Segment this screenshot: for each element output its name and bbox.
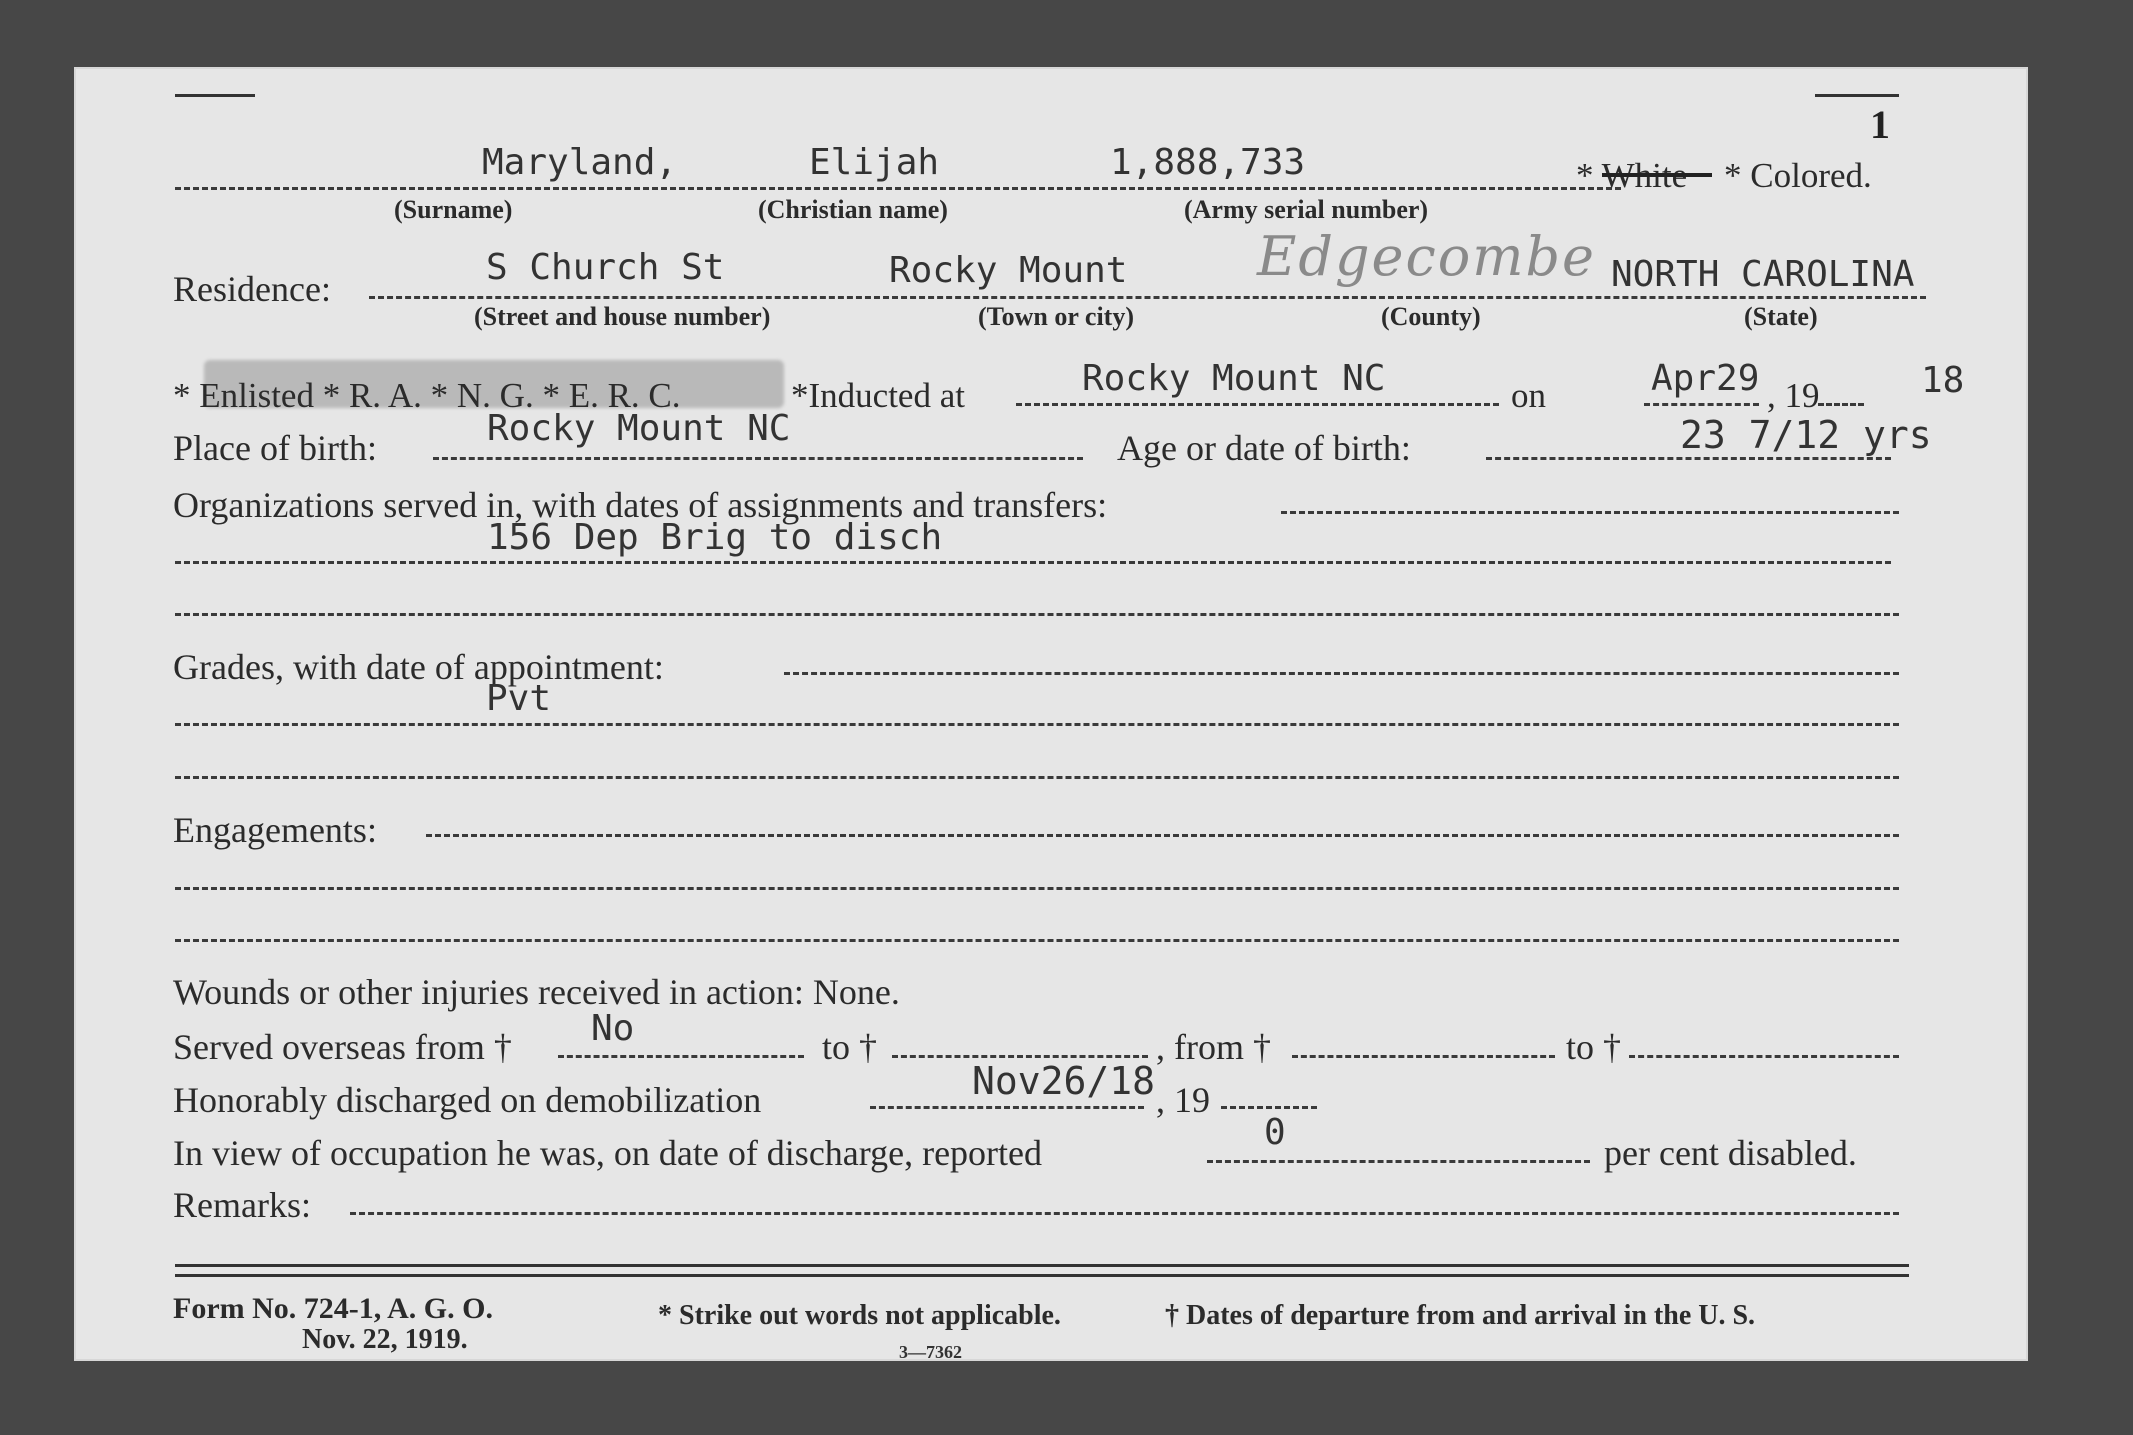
residence-label: Residence:: [173, 269, 331, 309]
street-value: S Church St: [486, 247, 725, 288]
race-white-label: * White: [1576, 156, 1688, 195]
engagements-line-2: [175, 887, 1899, 890]
overseas-from-line: [558, 1055, 804, 1058]
overseas-to-label: to †: [822, 1027, 878, 1067]
overseas-from-value: No: [591, 1008, 635, 1049]
card-number: 1: [1870, 102, 1890, 147]
place-of-birth-line: [433, 457, 1083, 460]
corner-rule-right: [1815, 94, 1899, 97]
organizations-line-1: [1281, 511, 1899, 514]
dates-note: † Dates of departure from and arrival in the U. S.: [1165, 1300, 1756, 1331]
age-label: Age or date of birth:: [1117, 428, 1411, 468]
race-colored-label: * Colored.: [1724, 156, 1872, 195]
overseas-from-label: Served overseas from †: [173, 1027, 512, 1067]
state-value: NORTH CAROLINA: [1611, 254, 1915, 295]
overseas-from2-label: , from †: [1156, 1027, 1271, 1067]
bottom-rule-2: [175, 1274, 1909, 1277]
place-of-birth-value: Rocky Mount NC: [487, 408, 791, 449]
surname-value: Maryland,: [482, 142, 678, 183]
age-value: 23 7/12 yrs: [1680, 413, 1932, 457]
organizations-line-3: [175, 613, 1899, 616]
christian-name-value: Elijah: [809, 142, 940, 183]
inducted-at-label: *Inducted at: [791, 376, 965, 415]
overseas-to2-label: to †: [1566, 1027, 1622, 1067]
engagements-label: Engagements:: [173, 810, 377, 850]
race-white-strike: [1602, 173, 1712, 177]
per-cent-disabled-label: per cent disabled.: [1604, 1133, 1857, 1173]
residence-line: [369, 296, 1926, 299]
remarks-label: Remarks:: [173, 1185, 311, 1225]
street-caption: (Street and house number): [474, 302, 771, 331]
organizations-label: Organizations served in, with dates of assignments and transfers:: [173, 485, 1108, 525]
county-value: Edgecombe: [1257, 225, 1596, 288]
grades-line-2: [175, 723, 1899, 726]
place-of-birth-label: Place of birth:: [173, 428, 377, 468]
organization-value: 156 Dep Brig to disch: [487, 517, 943, 558]
inducted-date-line: [1644, 403, 1759, 406]
print-code: 3—7362: [899, 1342, 962, 1362]
strike-out-note: * Strike out words not applicable.: [658, 1300, 1061, 1331]
christian-name-caption: (Christian name): [758, 195, 948, 224]
on-label: on: [1511, 376, 1546, 415]
discharged-label: Honorably discharged on demobilization: [173, 1080, 762, 1120]
service-record-card: [74, 67, 2028, 1361]
form-number: Form No. 724-1, A. G. O.: [173, 1292, 493, 1325]
overseas-to-line: [892, 1055, 1148, 1058]
organizations-line-2: [175, 561, 1891, 564]
county-caption: (County): [1381, 302, 1481, 331]
enlistment-type-label: * Enlisted * R. A. * N. G. * E. R. C.: [173, 376, 681, 415]
serial-number-caption: (Army serial number): [1184, 195, 1429, 224]
town-caption: (Town or city): [978, 302, 1134, 331]
inducted-date-value: Apr29: [1651, 358, 1760, 399]
bottom-rule-1: [175, 1264, 1909, 1267]
disabled-value: 0: [1264, 1112, 1286, 1153]
wounds-label: Wounds or other injuries received in action: None.: [173, 972, 900, 1012]
state-caption: (State): [1744, 302, 1818, 331]
grades-line-3: [175, 776, 1899, 779]
discharged-year-line: [1221, 1106, 1317, 1109]
overseas-from2-line: [1292, 1055, 1555, 1058]
form-date: Nov. 22, 1919.: [302, 1324, 468, 1355]
discharged-line: [870, 1106, 1144, 1109]
grades-label: Grades, with date of appointment:: [173, 647, 664, 687]
town-value: Rocky Mount: [889, 250, 1128, 291]
name-line: [175, 187, 1621, 190]
grade-value: Pvt: [486, 678, 552, 719]
discharged-year-label: , 19: [1156, 1080, 1210, 1120]
engagements-line-3: [175, 939, 1899, 942]
serial-number-value: 1,888,733: [1110, 142, 1306, 183]
inducted-at-line: [1016, 403, 1499, 406]
occupation-label: In view of occupation he was, on date of discharge, reported: [173, 1133, 1043, 1173]
inducted-at-value: Rocky Mount NC: [1082, 358, 1386, 399]
surname-caption: (Surname): [394, 195, 513, 224]
inducted-year-line: [1818, 403, 1864, 406]
grades-line-1: [784, 672, 1899, 675]
engagements-line-1: [426, 834, 1899, 837]
remarks-line: [350, 1212, 1899, 1215]
disabled-line: [1207, 1160, 1590, 1163]
year-prefix-label: , 19: [1767, 376, 1820, 415]
corner-rule-left: [175, 94, 255, 97]
age-line: [1486, 457, 1891, 460]
discharged-value: Nov26/18: [972, 1059, 1156, 1103]
inducted-year-value: 18: [1921, 360, 1965, 401]
overseas-to2-line: [1629, 1055, 1899, 1058]
